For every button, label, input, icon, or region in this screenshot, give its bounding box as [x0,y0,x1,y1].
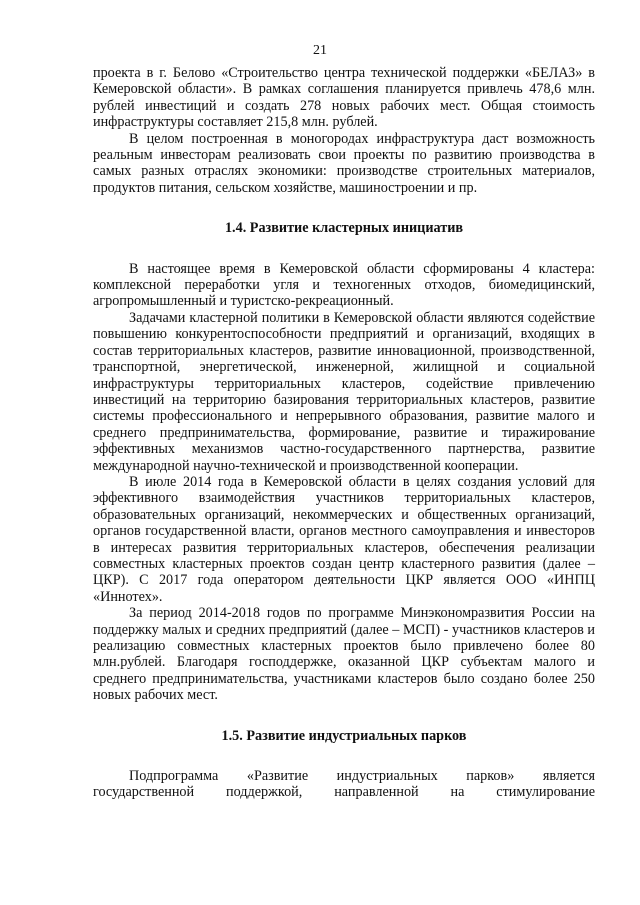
page-body [93,65,595,801]
paragraph-belovo-project: проекта в г. Белово «Строительство центра технической поддержки «БЕЛАЗ» в Кемеровской области». В рамках соглашения планируется привлечь 478,6 млн. рублей инвестиций и создать 278 новых рабочих мест. Общая стоимость инфраструктуры составляет 215,8 млн. рублей. [93,65,595,131]
paragraph-four-clusters: В настоящее время в Кемеровской области сформированы 4 кластера: комплексной переработки угля и техногенных отходов, биомедицинский, агропромышленный и туристско-рекреационный. [93,260,595,310]
section-heading-industrial-parks: 1.5. Развитие индустриальных парков [221,727,467,744]
paragraph-sme-support: За период 2014-2018 годов по программе Минэкономразвития России на поддержку малых и средних предприятий (далее – МСП) - участников кластеров и реализацию совместных кластерных проектов было привлечено более 80 млн.рублей. Благодаря господдержке, оказанной ЦКР субъектам малого и среднего предпринимательства, участниками кластеров было создано более 250 новых рабочих мест. [93,605,595,704]
paragraph-monotown-infrastructure: В целом построенная в моногородах инфраструктура даст возможность реальным инвесторам реализовать свои проекты по развитию производства в самых разных отраслях экономики: производстве строительных материалов, продуктов питания, сельском хозяйстве, машиностроении и пр. [93,130,595,196]
paragraph-cluster-development-center: В июле 2014 года в Кемеровской области в целях создания условий для эффективного взаимодействия участников территориальных кластеров, образовательных организаций, некоммерческих и общественных организаций, органов государственной власти, органов местного самоуправления и инвесторов в интересах развития территориальных кластеров, обеспечения реализации совместных кластерных проектов создан центр кластерного развития (далее – ЦКР). С 2017 года оператором деятельности ЦКР является ООО «ИНПЦ «Иннотех». [93,473,595,605]
page-number: 21 [313,43,327,58]
paragraph-industrial-parks-subprogram: Подпрограмма «Развитие индустриальных парков» является государственной поддержкой, направленной на стимулирование [93,768,595,801]
section-heading-cluster-initiatives: 1.4. Развитие кластерных инициатив [224,220,464,237]
paragraph-cluster-policy-goals: Задачами кластерной политики в Кемеровской области являются содействие повышению конкурентоспособности предприятий и организаций, входящих в состав территориальных кластеров, развитие инновационной, производственной, транспортной, энергетической, инженерной, жилищной и социальной инфраструктуры территориальных кластеров, содействие привлечению инвестиций на территорию базирования территориальных кластеров, развитие системы профессионального и непрерывного образования, развитие малого и среднего предпринимательства, формирование, развитие и тиражирование эффективных механизмов частно-государственного партнерства, развитие международной научно-технической и производственной кооперации. [93,309,595,474]
